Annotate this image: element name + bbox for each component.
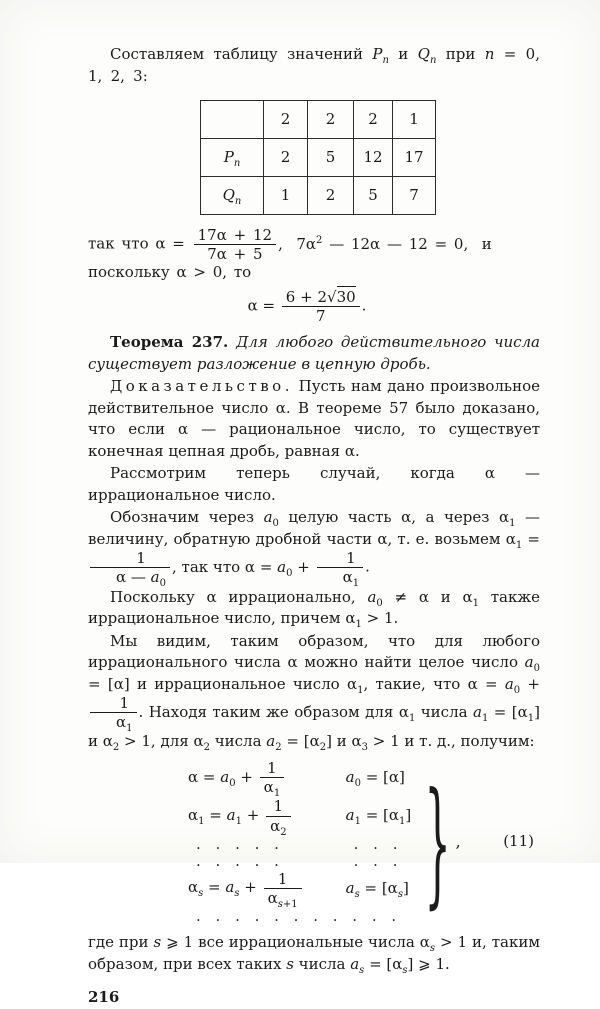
fraction-denominator: $\alpha_{s+1}$ — [264, 888, 302, 906]
intro-line: Составляем таблицу значений $P_n$ и $Q_n$ при n = 0, 1, 2, 3: — [88, 45, 540, 85]
equation-row-lhs — [188, 869, 304, 910]
equation-number: (11) — [503, 831, 534, 850]
table-cell: $P_n$ — [201, 139, 264, 177]
radicand: 30 — [336, 287, 356, 306]
fraction-numerator: 1 — [136, 549, 146, 568]
equation-row-rhs: $a_0 = [\alpha]$ — [345, 767, 405, 789]
values-table-wrapper — [200, 100, 540, 215]
equation-text: α = — [247, 296, 280, 315]
fraction — [89, 694, 138, 735]
equation-text: $\alpha = a_0$ + — [188, 767, 258, 789]
paragraph-text: . Находя таким же образом для $\alpha_1$ числа $a_1 = [\alpha_1]$ и $\alpha_2 > 1$, для $\alpha_2$ числа $a_2 = [\alpha_2]$ и $\alpha_3 > 1$ и т. д., получим: — [88, 702, 540, 753]
fraction-denominator: 7α + 5 — [194, 244, 276, 262]
page-content — [88, 44, 540, 1009]
fraction-denominator: $\alpha_1$ — [90, 712, 137, 730]
table-cell: 1 — [264, 177, 308, 215]
table-cell: 5 — [308, 139, 354, 177]
paragraph-we-see — [88, 631, 540, 752]
fraction-denominator: $\alpha_1$ — [317, 567, 364, 585]
equation-row-rhs: $a_1 = [\alpha_1]$ — [345, 806, 412, 828]
ellipsis-row: . . . — [353, 851, 403, 870]
paragraph-text: . — [365, 557, 370, 576]
ellipsis-row: . . . . . . . . . . . — [196, 907, 402, 926]
paragraph-text: Мы видим, таким образом, что для любого иррационального числа α можно найти целое число $a_0 = [\alpha]$ и иррациональное число $\alpha_1$, такие, что $\alpha = a_0$ + — [88, 631, 540, 696]
system-brace: } — [424, 761, 452, 922]
theorem-title: Теорема 237. — [110, 333, 229, 352]
alpha-equation-line — [88, 227, 540, 284]
fraction — [193, 227, 277, 262]
fraction-numerator: 1 — [267, 759, 277, 777]
table-cell: 2 — [308, 101, 354, 139]
fraction — [265, 797, 292, 838]
proof-text: Пусть нам дано произвольное действительное число α. В теореме 57 было доказано, что если α — рациональное число, то существует конечная цепная дробь, равная α. — [88, 377, 540, 460]
equation-text: так что α = — [88, 234, 192, 253]
table-cell: 2 — [308, 177, 354, 215]
table-cell: 5 — [354, 177, 393, 215]
table-cell: $Q_n$ — [201, 177, 264, 215]
paragraph-define-a0 — [88, 507, 541, 590]
fraction-numerator: 1 — [273, 797, 284, 816]
paragraph-conclusion: где при s ⩾ 1 все иррациональные числа $\alpha_s > 1$ и, таким образом, при всех таких s числа $a_s = [\alpha_s]$ ⩾ 1. — [88, 933, 540, 976]
paragraph-text: , так что $\alpha = a_0$ + — [172, 557, 315, 579]
ellipsis-row: . . . — [353, 834, 403, 853]
fraction — [259, 759, 286, 800]
equation-text: 6 + 2 — [285, 287, 327, 306]
ellipsis-row: . . . . . — [196, 834, 284, 853]
equation-row-rhs: $a_s = [\alpha_s]$ — [345, 878, 409, 900]
fraction-denominator: α — $a_0$ — [90, 567, 170, 585]
values-table — [200, 100, 436, 215]
fraction — [89, 549, 171, 590]
theorem-statement: Для любого действительного числа существует разложение в цепную дробь. — [88, 333, 540, 373]
radical-sign: √ — [327, 287, 337, 306]
table-cell: 7 — [393, 177, 436, 215]
proof-paragraph — [88, 376, 540, 462]
equation-text: , $7\alpha^2$ — 12α — 12 = 0, и поскольку α > 0, то — [88, 234, 492, 282]
fraction-numerator: 1 — [119, 694, 130, 713]
fraction-numerator: 17α + 12 — [197, 226, 273, 244]
table-row — [201, 139, 436, 177]
table-row — [201, 177, 436, 215]
table-cell: 2 — [264, 139, 308, 177]
equation-system — [88, 759, 540, 926]
table-cell: 12 — [354, 139, 393, 177]
paragraph-since-irrational: Поскольку α иррационально, $a_0 \ne \alpha$ и $\alpha_1$ также иррациональное число, причем $\alpha_1 > 1$. — [88, 587, 540, 631]
equation-rows — [188, 759, 412, 926]
fraction-denominator: $\alpha_1$ — [260, 777, 285, 795]
theorem-paragraph — [88, 332, 540, 375]
table-row — [201, 101, 436, 139]
proof-keyword: Доказательство. — [110, 377, 293, 396]
equation-text: . — [361, 296, 367, 315]
fraction-denominator: $\alpha_2$ — [266, 816, 291, 834]
equation-text: $\alpha_s = a_s$ + — [188, 878, 262, 900]
table-cell: 2 — [354, 101, 393, 139]
table-cell: 2 — [264, 101, 308, 139]
equation-text: $\alpha_1 = a_1$ + — [188, 806, 265, 828]
equation-row-lhs — [188, 797, 304, 838]
paragraph-text: Обозначим через $a_0$ целую часть α, а через $\alpha_1$ — величину, обратную дробной части α, т. е. возьмем $\alpha_1$ = — [88, 508, 541, 551]
system-comma: , — [455, 831, 461, 851]
fraction-numerator: 1 — [277, 869, 288, 888]
fraction-denominator: 7 — [282, 306, 360, 324]
fraction — [263, 869, 303, 910]
fraction-numerator — [282, 289, 360, 306]
equation-row-lhs — [188, 759, 304, 800]
fraction-numerator: 1 — [346, 549, 356, 568]
page-number: 216 — [88, 988, 120, 1007]
fraction — [316, 549, 365, 590]
fraction — [281, 289, 361, 324]
ellipsis-row: . . . . . — [196, 851, 284, 870]
table-cell: 17 — [393, 139, 436, 177]
table-cell: 1 — [393, 101, 436, 139]
paragraph-irrational-case: Рассмотрим теперь случай, когда α — иррациональное число. — [88, 464, 540, 504]
table-cell — [201, 101, 264, 139]
alpha-value-equation — [88, 289, 526, 324]
